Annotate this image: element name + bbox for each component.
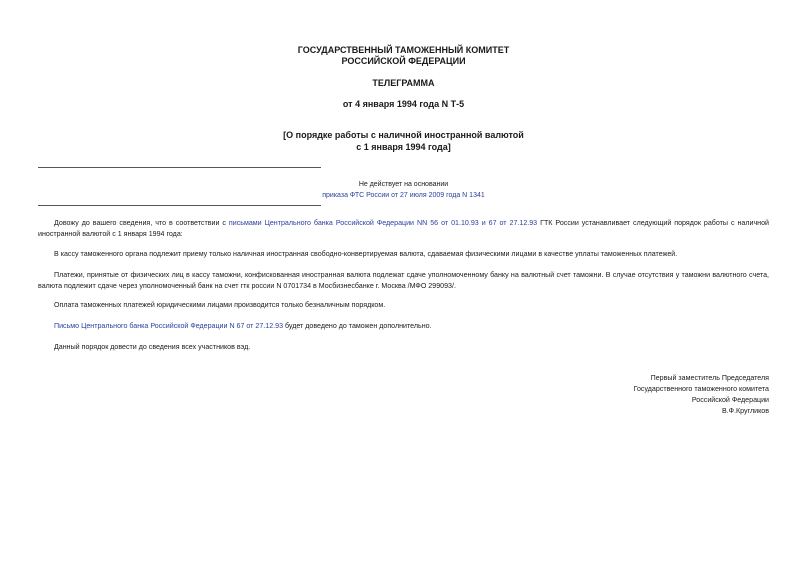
document-date: от 4 января 1994 года N Т-5 <box>342 99 465 109</box>
divider-bottom <box>38 205 321 206</box>
paragraph-5-text-end: будет доведено до таможен дополнительно. <box>283 322 432 330</box>
signature-country: Российской Федерации <box>691 396 769 404</box>
paragraph-3: Платежи, принятые от физических лиц в кассу таможни, конфискованная иностранная валюта подлежат сдаче уполномоченному банку на валютный счет таможни. В случае отсутствия у таможни валютного счета, валюта подлежит сдаче через уполномоченный банк на счет гтк россии N 0701734 в Мосбизнесбанке г. Москва /МФО 299093/. <box>38 271 769 290</box>
org-name-line1: ГОСУДАРСТВЕННЫЙ ТАМОЖЕННЫЙ КОМИТЕТ <box>297 45 510 55</box>
status-link[interactable]: приказа ФТС России от 27 июля 2009 года N 1341 <box>322 192 485 199</box>
status-link-row <box>0 190 807 201</box>
paragraph-2: В кассу таможенного органа подлежит приему только наличная иностранная свободно-конвертируемая валюта, сдаваемая физическими лицами в качестве уплаты таможенных платежей. <box>54 250 678 258</box>
signature-position: Первый заместитель Председателя <box>650 374 769 382</box>
signature-name: В.Ф.Кругликов <box>721 407 769 415</box>
paragraph-5 <box>38 321 769 332</box>
org-name-line2: РОССИЙСКОЙ ФЕДЕРАЦИИ <box>341 56 466 66</box>
paragraph-1-text-start: Довожу до вашего сведения, что в соответствии с <box>54 219 229 227</box>
status-text: Не действует на основании <box>358 181 449 188</box>
paragraph-1 <box>38 218 769 240</box>
document-title-line2: с 1 января 1994 года] <box>356 142 451 152</box>
paragraph-6: Данный порядок довести до сведения всех участников вэд. <box>54 343 251 351</box>
paragraph-1-text-end: ГТК России устанавливает следующий порядок работы с наличной иностранной валютой с 1 января 1994 года: <box>38 219 770 238</box>
cbr-letter-67-link[interactable]: Письмо Центрального банка Российской Федерации N 67 от 27.12.93 <box>54 322 284 330</box>
document-type: ТЕЛЕГРАММА <box>372 78 435 88</box>
cbr-letters-link[interactable]: письмами Центрального банка Российской Федерации NN 56 от 01.10.93 и 67 от 27.12.93 <box>228 219 538 227</box>
paragraph-4: Оплата таможенных платежей юридическими лицами производится только безналичным порядком. <box>54 301 386 309</box>
document-title-line1: [О порядке работы с наличной иностранной валютой <box>283 130 524 140</box>
divider-top <box>38 167 321 168</box>
signature-organization: Государственного таможенного комитета <box>633 385 769 393</box>
